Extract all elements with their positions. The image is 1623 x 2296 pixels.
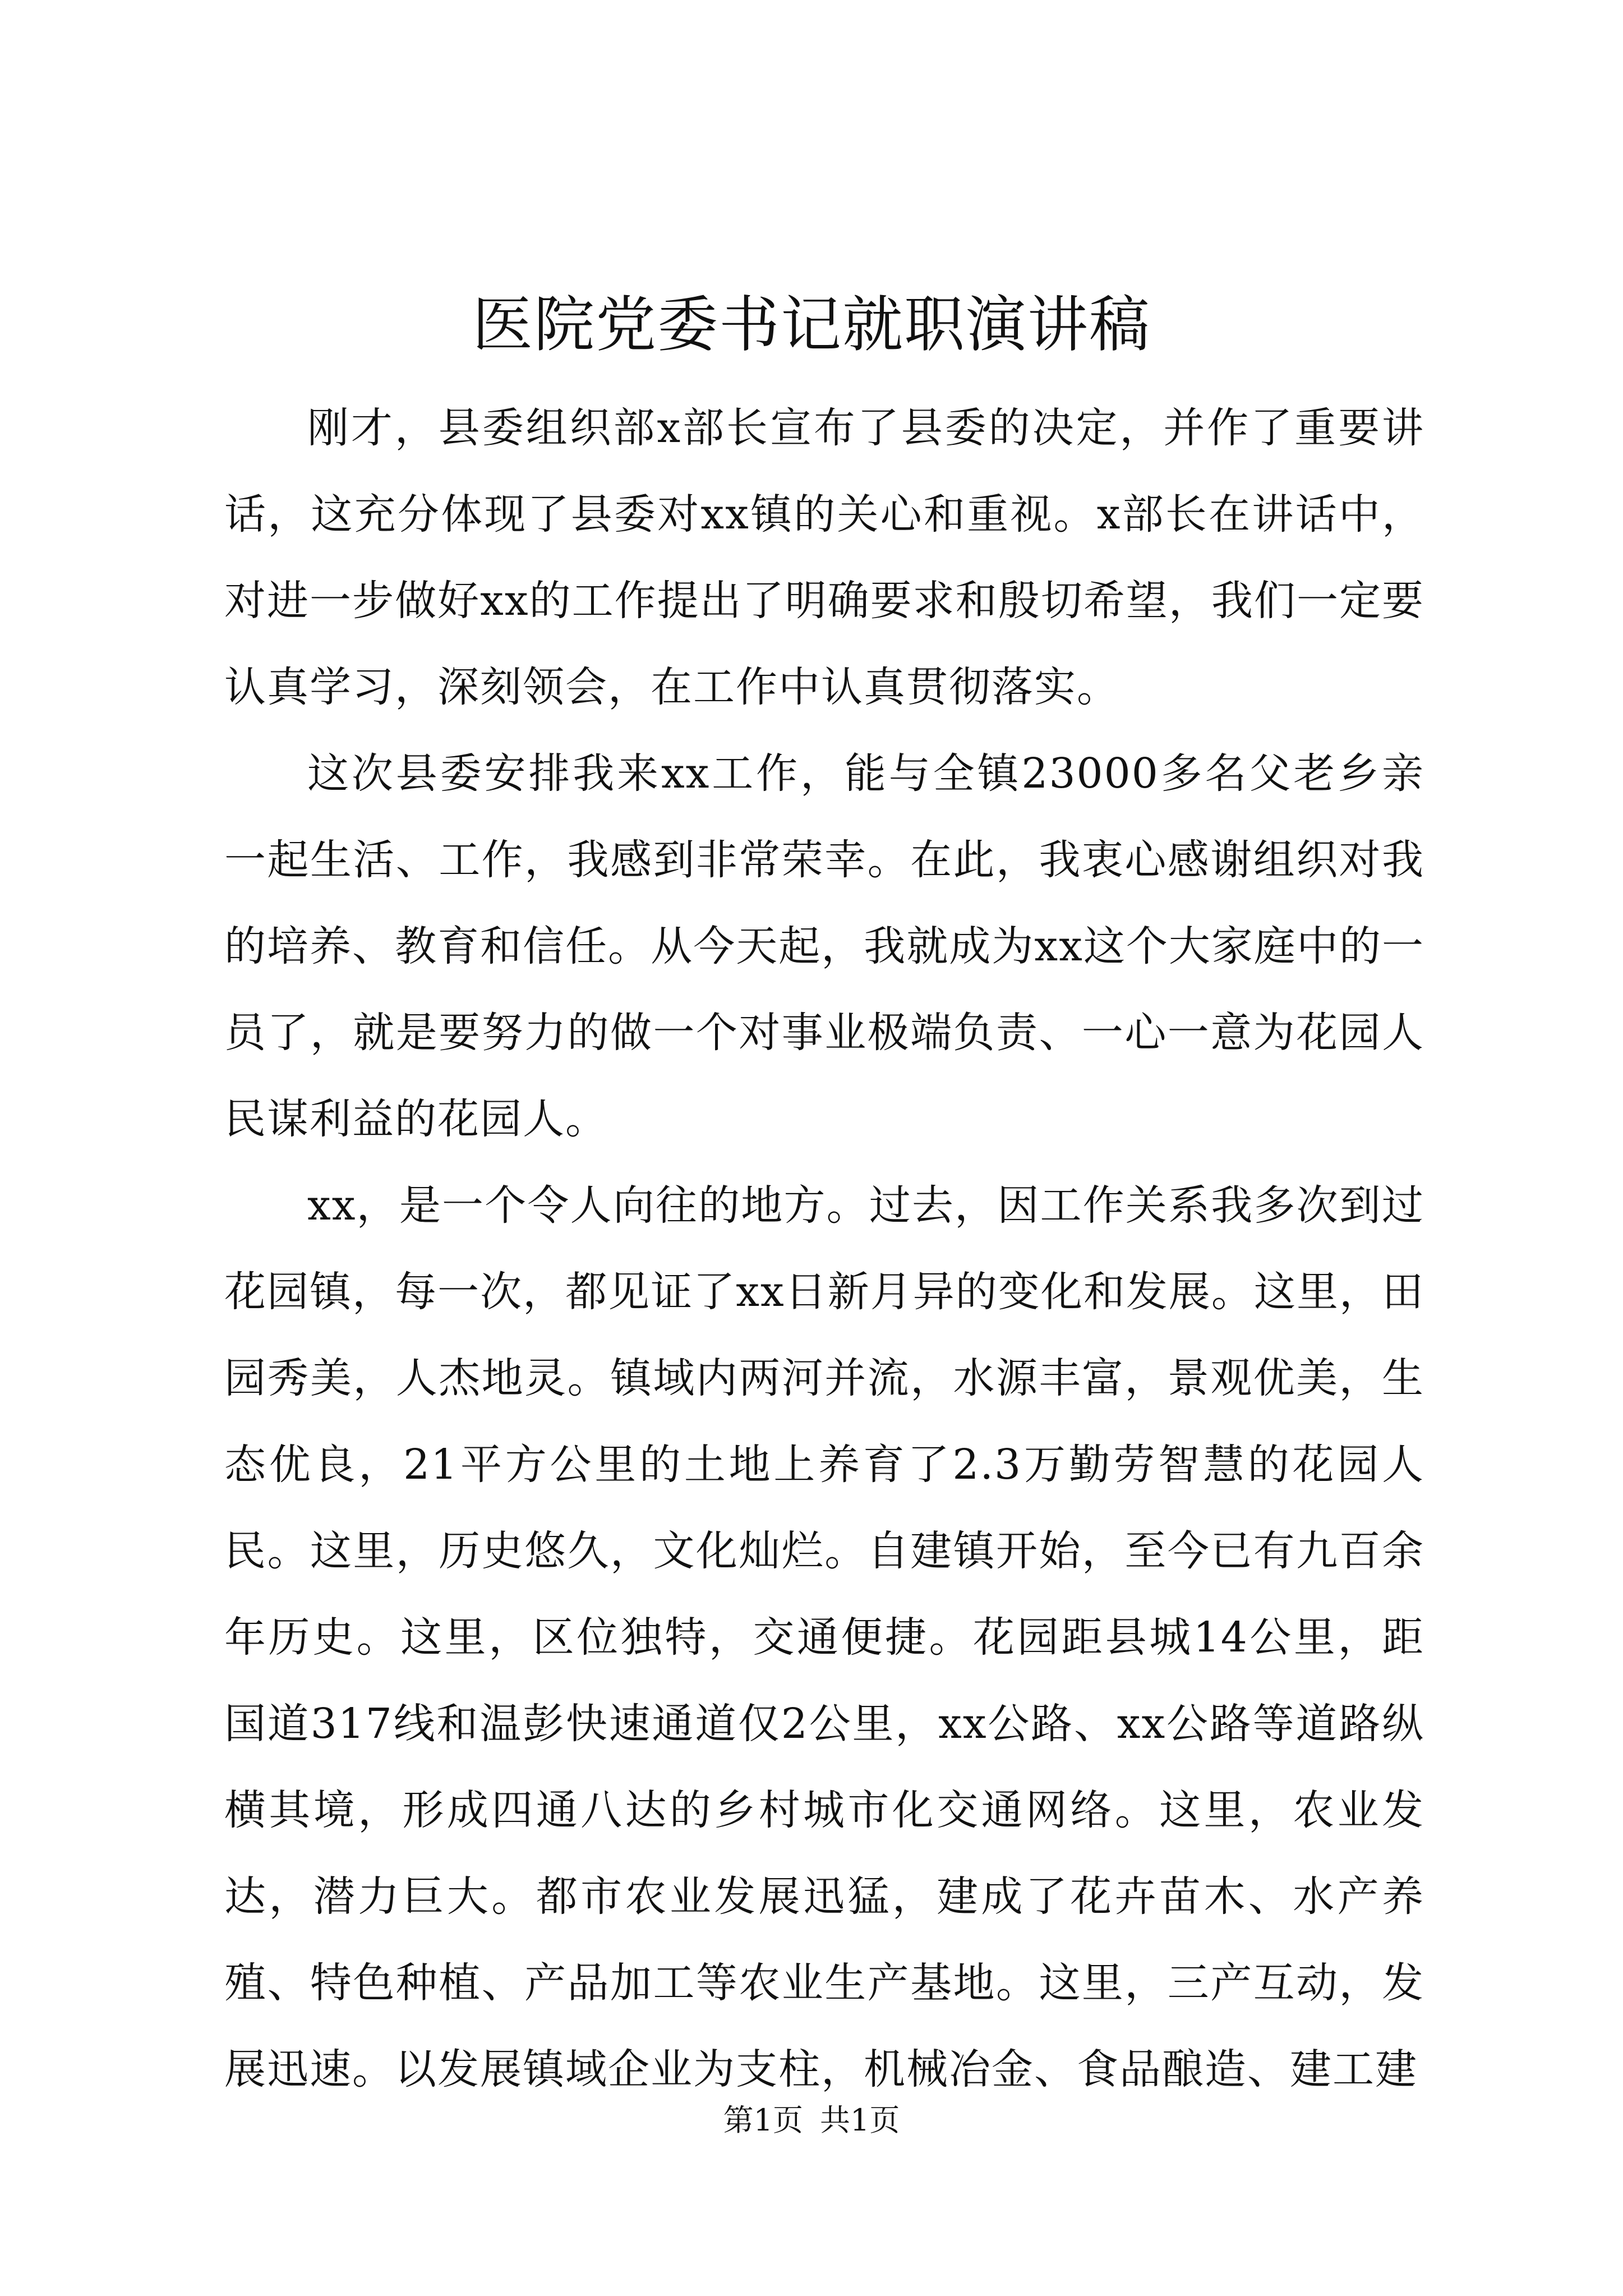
document-body	[224, 385, 1424, 2113]
page-total: 共1页	[820, 2102, 900, 2138]
page-footer	[0, 2098, 1623, 2143]
page-number: 第1页	[723, 2102, 803, 2138]
paragraph-1: 刚才，县委组织部x部长宣布了县委的决定，并作了重要讲话，这充分体现了县委对xx镇的关心和重视。x部长在讲话中，对进一步做好xx的工作提出了明确要求和殷切希望，我们一定要认真学习，深刻领会，在工作中认真贯彻落实。	[224, 404, 1424, 711]
paragraph-2: 这次县委安排我来xx工作，能与全镇23000多名父老乡亲一起生活、工作，我感到非常荣幸。在此，我衷心感谢组织对我的培养、教育和信任。从今天起，我就成为xx这个大家庭中的一员了，就是要努力的做一个对事业极端负责、一心一意为花园人民谋利益的花园人。	[224, 749, 1424, 1143]
document-title: 医院党委书记就职演讲稿	[472, 290, 1151, 360]
paragraph-3: xx，是一个令人向往的地方。过去，因工作关系我多次到过花园镇，每一次，都见证了xx日新月异的变化和发展。这里，田园秀美，人杰地灵。镇域内两河并流，水源丰富，景观优美，生态优良，21平方公里的土地上养育了2.3万勤劳智慧的花园人民。这里，历史悠久，文化灿烂。自建镇开始，至今已有九百余年历史。这里，区位独特，交通便捷。花园距县城14公里，距国道317线和温彭快速通道仅2公里，xx公路、xx公路等道路纵横其境，形成四通八达的乡村城市化交通网络。这里，农业发达，潜力巨大。都市农业发展迅猛，建成了花卉苗木、水产养殖、特色种植、产品加工等农业生产基地。这里，三产互动，发展迅速。以发展镇域企业为支柱，机械冶金、食品酿造、建工建	[224, 1181, 1424, 2093]
